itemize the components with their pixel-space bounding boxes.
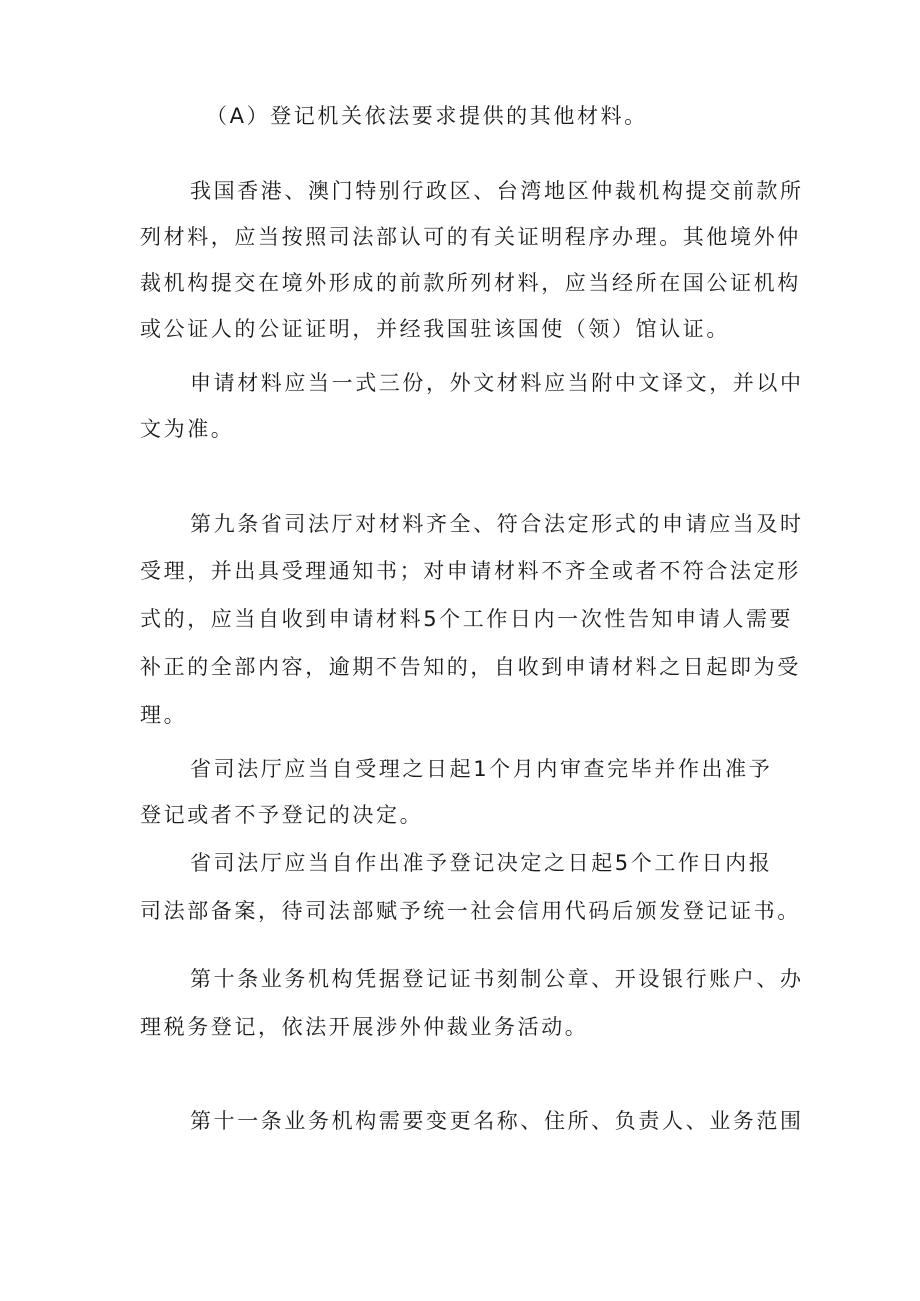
text-line-13: 省司法厅应当自受理之日起1个月内审查完毕并作出准予 — [190, 757, 773, 781]
text-line-14: 登记或者不予登记的决定。 — [140, 803, 424, 827]
text-line-19: 第十一条业务机构需要变更名称、住所、负责人、业务范围 — [190, 1109, 804, 1133]
text-line-2: 我国香港、澳门特别行政区、台湾地区仲裁机构提交前款所 — [190, 179, 804, 203]
text-line-10: 式的，应当自收到申请材料5个工作日内一次性告知申请人需要 — [140, 607, 794, 631]
text-line-8: 第九条省司法厅对材料齐全、符合法定形式的申请应当及时 — [190, 512, 804, 536]
text-line-3: 列材料，应当按照司法部认可的有关证明程序办理。其他境外仲 — [140, 225, 801, 249]
text-line-7: 文为准。 — [140, 417, 235, 441]
text-line-11: 补正的全部内容，逾期不告知的，自收到申请材料之日起即为受 — [140, 655, 801, 679]
text-line-6: 申请材料应当一式三份，外文材料应当附中文译文，并以中 — [190, 371, 804, 395]
text-line-17: 第十条业务机构凭据登记证书刻制公章、开设银行账户、办 — [190, 967, 804, 991]
text-line-1: （A）登记机关依法要求提供的其他材料。 — [206, 104, 648, 128]
text-line-15: 省司法厅应当自作出准予登记决定之日起5个工作日内报 — [190, 851, 773, 875]
text-line-5: 或公证人的公证证明，并经我国驻该国使（领）馆认证。 — [140, 317, 730, 341]
text-line-12: 理。 — [140, 703, 188, 727]
text-line-18: 理税务登记，依法开展涉外仲裁业务活动。 — [140, 1015, 589, 1039]
text-line-16: 司法部备案，待司法部赋予统一社会信用代码后颁发登记证书。 — [140, 899, 801, 923]
text-line-9: 受理，并出具受理通知书；对申请材料不齐全或者不符合法定形 — [140, 559, 801, 583]
text-line-4: 裁机构提交在境外形成的前款所列材料，应当经所在国公证机构 — [140, 271, 801, 295]
